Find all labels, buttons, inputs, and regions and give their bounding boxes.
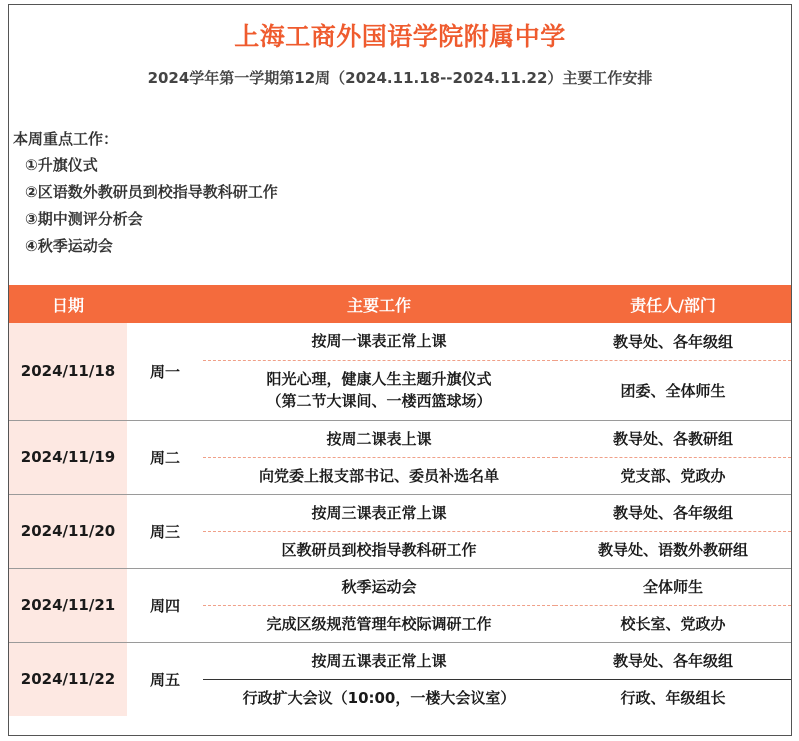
table-row: [9, 642, 791, 679]
weekday-cell: 周一: [127, 323, 203, 420]
owner-cell: 校长室、党政办: [555, 605, 791, 642]
focus-item: ④秋季运动会: [25, 237, 113, 255]
schedule-sheet: [8, 4, 792, 736]
table-row: [9, 494, 791, 531]
weekday-cell: 周四: [127, 568, 203, 642]
work-text: 按周三课表正常上课: [311, 503, 447, 522]
header-weekday: [127, 285, 203, 323]
work-text: 行政扩大会议（10:00，一楼大会议室）: [242, 688, 516, 707]
work-cell: [203, 457, 555, 494]
owner-cell: 教导处、各年级组: [555, 323, 791, 360]
date-cell: 2024/11/18: [9, 323, 127, 420]
header-work: 主要工作: [203, 285, 555, 323]
date-cell: 2024/11/21: [9, 568, 127, 642]
weekday-cell: 周五: [149, 670, 180, 689]
table-header-row: [9, 285, 791, 323]
owner-cell: 教导处、各年级组: [555, 642, 791, 679]
work-text: 按周二课表上课: [326, 429, 432, 448]
weekly-focus: [13, 126, 278, 260]
owner-cell: 教导处、语数外教研组: [555, 531, 791, 568]
work-cell: [203, 323, 555, 360]
owner-cell: 团委、全体师生: [555, 360, 791, 420]
focus-heading: 本周重点工作：: [13, 130, 119, 148]
owner-cell: 教导处、各年级组: [555, 494, 791, 531]
date-cell: 2024/11/22: [9, 642, 127, 716]
table-row: [9, 568, 791, 605]
owner-cell: 行政、年级组长: [555, 679, 791, 716]
table-row: [9, 420, 791, 457]
weekday-cell: 周三: [127, 494, 203, 568]
work-text: 完成区级规范管理年校际调研工作: [266, 614, 492, 633]
work-cell: [203, 494, 555, 531]
work-text: 按周五课表正常上课: [311, 651, 447, 670]
header-owner: 责任人/部门: [555, 285, 791, 323]
header-date: 日期: [9, 285, 127, 323]
schedule-subtitle: 2024学年第一学期第12周（2024.11.18--2024.11.22）主要工作安排: [147, 69, 653, 87]
owner-cell: 党支部、党政办: [555, 457, 791, 494]
work-text: 阳光心理，健康人生主题升旗仪式: [266, 370, 492, 388]
focus-item: ①升旗仪式: [25, 156, 98, 174]
focus-item: ③期中测评分析会: [25, 210, 143, 228]
work-text-note: （第二节大课间、一楼西篮球场）: [266, 392, 492, 410]
table-row: [9, 323, 791, 360]
owner-cell: 全体师生: [555, 568, 791, 605]
date-cell: 2024/11/20: [9, 494, 127, 568]
work-cell: [203, 420, 555, 457]
focus-item: ②区语数外教研员到校指导教科研工作: [25, 183, 278, 201]
work-text: 区教研员到校指导教科研工作: [281, 540, 477, 559]
work-cell: [203, 642, 555, 679]
work-cell: [203, 568, 555, 605]
work-cell: [203, 679, 555, 716]
weekday-cell: 周二: [127, 420, 203, 494]
school-title: 上海工商外国语学院附属中学: [234, 22, 566, 51]
schedule-table: [9, 285, 791, 716]
work-cell: [203, 360, 555, 420]
work-text: 按周一课表正常上课: [311, 332, 447, 351]
date-cell: 2024/11/19: [9, 420, 127, 494]
owner-cell: 教导处、各教研组: [555, 420, 791, 457]
work-cell: [203, 605, 555, 642]
work-text: 秋季运动会: [341, 577, 417, 596]
work-text: 向党委上报支部书记、委员补选名单: [258, 466, 499, 485]
work-cell: [203, 531, 555, 568]
